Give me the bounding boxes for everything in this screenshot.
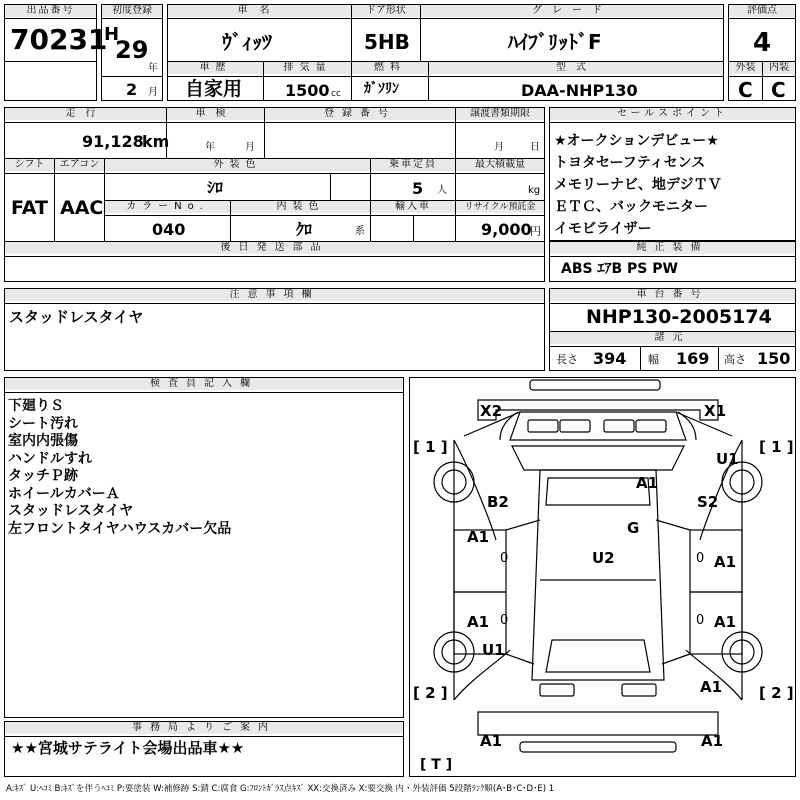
- fuel: ｶﾞｿﾘﾝ: [364, 81, 399, 97]
- damage-a1-bottom-right: A1: [701, 732, 724, 750]
- sales-point-item: トヨタセーフティセンス: [554, 155, 706, 171]
- sales-point-item: ＥＴＣ、バックモニター: [554, 199, 708, 215]
- history-label: 車歴: [168, 62, 263, 74]
- lot-number: 70231: [10, 23, 108, 56]
- max-load-label: 最大積載量: [456, 159, 544, 171]
- ext-color-label: 外装色: [105, 159, 370, 171]
- inspector-note-item: ホイールカバーＡ: [8, 485, 120, 502]
- damage-u2: U2: [592, 549, 615, 567]
- length-label: 長さ: [556, 353, 578, 366]
- damage-s2: S2: [697, 493, 719, 511]
- width-label: 幅: [648, 353, 659, 366]
- damage-a1-left-low: A1: [467, 613, 490, 631]
- mileage: 91,128: [82, 132, 144, 151]
- damage-u1-rear-left: U1: [482, 641, 505, 659]
- model: DAA-NHP130: [521, 81, 638, 100]
- equipment-label: 純正装備: [550, 242, 795, 254]
- dims-label: 諸元: [550, 332, 795, 344]
- zero-right-1: 0: [696, 551, 705, 566]
- caution-value: スタッドレスタイヤ: [9, 308, 144, 326]
- int-color: ｸﾛ: [296, 220, 313, 239]
- length-value: 394: [593, 349, 627, 368]
- aircon-label: エアコン: [55, 159, 104, 171]
- height-value: 150: [757, 349, 791, 368]
- recycle-unit: 円: [530, 225, 541, 238]
- sales-point-item: イモビライザー: [554, 221, 652, 237]
- inspector-label: 検査員記入欄: [5, 378, 403, 390]
- transfer-deadline-label: 譲渡書類期限: [456, 108, 544, 120]
- damage-diagram-box: [409, 377, 796, 777]
- car-name-label: 車名: [168, 5, 351, 17]
- equipment-value: ABS ｴｱB PS PW: [561, 261, 678, 277]
- office-value: ★★宮城サテライト会場出品車★★: [11, 739, 245, 757]
- score: 4: [753, 28, 772, 58]
- sales-points-label: セールスポイント: [550, 108, 795, 120]
- transfer-day-unit: 日: [530, 142, 540, 153]
- displacement-label: 排気量: [264, 62, 351, 74]
- grade-label: グレード: [421, 5, 723, 17]
- import-label: 輸入車: [371, 201, 455, 213]
- interior-grade: C: [771, 78, 786, 102]
- damage-a1-rear-right: A1: [700, 678, 723, 696]
- height-label: 高さ: [724, 353, 746, 366]
- bracket-left-2: [ 2 ]: [413, 684, 448, 702]
- damage-x2: X2: [480, 402, 503, 420]
- chassis-label: 車台番号: [550, 289, 795, 301]
- model-label: 型式: [429, 62, 723, 74]
- interior-label: 内装: [763, 62, 795, 74]
- sales-point-item: ★オークションデビュー★: [554, 133, 719, 149]
- displacement-unit: cc: [331, 89, 341, 99]
- shift: FAT: [11, 197, 48, 219]
- bracket-right-1: [ 1 ]: [759, 438, 794, 456]
- month-unit: 月: [148, 87, 158, 98]
- inspection-year-unit: 年: [205, 142, 215, 153]
- inspector-note-item: シート汚れ: [8, 415, 78, 432]
- mileage-unit: km: [142, 132, 170, 151]
- capacity-label: 乗車定員: [371, 159, 455, 171]
- office-label: 事務局よりご案内: [5, 722, 403, 734]
- inspector-note-item: タッチＰ跡: [8, 468, 78, 484]
- reg-number-label: 登録番号: [265, 108, 455, 120]
- history: 自家用: [185, 78, 243, 100]
- era: H: [104, 24, 120, 45]
- max-load-unit: kg: [528, 185, 541, 196]
- inspection-label: 車検: [167, 108, 264, 120]
- int-color-suffix: 系: [355, 226, 365, 237]
- damage-b2: B2: [487, 493, 509, 511]
- first-registration-label: 初度登録: [102, 5, 162, 17]
- sales-point-item: メモリーナビ、地デジＴＶ: [554, 177, 722, 193]
- damage-a1-right-mid: A1: [714, 553, 737, 571]
- inspector-note-item: 室内内張傷: [8, 433, 78, 449]
- damage-a1-left-mid: A1: [467, 528, 490, 546]
- lot-number-label: 出品番号: [5, 5, 96, 17]
- zero-left-1: 0: [500, 551, 509, 566]
- damage-u1-front-right: U1: [716, 450, 739, 468]
- door-label: ドア形状: [352, 5, 420, 17]
- exterior-grade: C: [738, 78, 753, 102]
- sales-points-list: [549, 122, 796, 240]
- damage-a1-bottom-left: A1: [480, 732, 503, 750]
- year: 29: [115, 36, 149, 64]
- damage-a1-top: A1: [636, 474, 659, 492]
- month: 2: [126, 80, 138, 99]
- mileage-label: 走行: [5, 108, 166, 120]
- inspector-notes-list: [4, 392, 404, 692]
- score-label: 評価点: [729, 5, 795, 17]
- color-no: 040: [152, 220, 186, 239]
- fuel-label: 燃料: [352, 62, 428, 74]
- damage-x1: X1: [704, 402, 727, 420]
- recycle-fee: 9,000: [481, 220, 532, 239]
- damage-g: G: [627, 519, 640, 537]
- car-name: ｳﾞｨｯﾂ: [222, 30, 272, 54]
- capacity-unit: 人: [437, 185, 447, 196]
- inspector-note-item: 下廻りＳ: [8, 398, 64, 414]
- chassis-number: NHP130-2005174: [586, 306, 772, 328]
- displacement: 1500: [285, 81, 330, 100]
- width-value: 169: [676, 349, 710, 368]
- zero-right-2: 0: [696, 613, 705, 628]
- inspector-note-item: 左フロントタイヤハウスカバー欠品: [8, 520, 232, 537]
- later-parts-label: 後日発送部品: [5, 242, 544, 254]
- legend: A:ｷｽﾞ U:ﾍｺﾐ B:ｷｽﾞを伴うﾍｺﾐ P:要塗装 W:補修跡 S:錆 C:腐食 G:ﾌﾛﾝﾄｶﾞﾗｽ点ｷｽﾞ XX:交換済み X:要交換 内・外装評価 5段階ﾗﾝｸ順(A･B･C･D･E) 1: [6, 784, 555, 794]
- inspector-note-item: ハンドルすれ: [8, 450, 92, 467]
- recycle-label: リサイクル預託金: [456, 201, 544, 213]
- grade: ﾊｲﾌﾞﾘｯﾄﾞF: [508, 30, 602, 54]
- exterior-label: 外装: [729, 62, 762, 74]
- color-no-label: カラーNo.: [105, 201, 230, 213]
- damage-a1-right-low: A1: [714, 613, 737, 631]
- year-unit: 年: [148, 63, 158, 74]
- ext-color: ｼﾛ: [207, 178, 224, 197]
- caution-label: 注意事項欄: [5, 289, 544, 301]
- zero-left-2: 0: [500, 613, 509, 628]
- aircon: AAC: [60, 197, 104, 219]
- bracket-left-1: [ 1 ]: [413, 438, 448, 456]
- inspection-month-unit: 月: [245, 142, 255, 153]
- bracket-right-2: [ 2 ]: [759, 684, 794, 702]
- inspector-note-item: スタッドレスタイヤ: [8, 503, 134, 519]
- bracket-trunk: [ T ]: [420, 757, 453, 773]
- int-color-label: 内装色: [231, 201, 370, 213]
- capacity: 5: [412, 179, 424, 198]
- transfer-month-unit: 月: [494, 142, 504, 153]
- shift-label: シフト: [5, 159, 54, 171]
- door-type: 5HB: [364, 30, 410, 54]
